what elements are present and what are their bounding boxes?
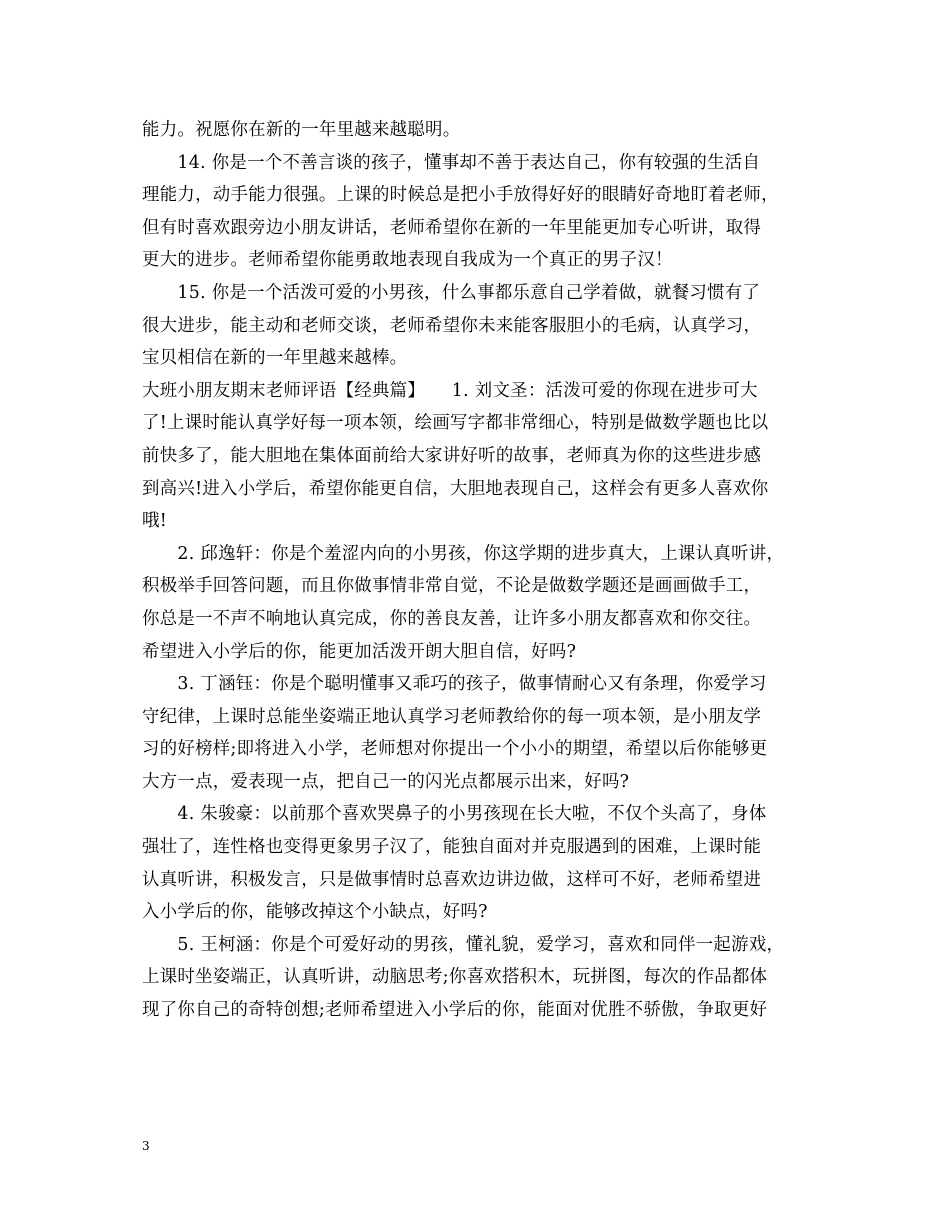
text-line: 上课时坐姿端正，认真听讲，动脑思考;你喜欢搭积木，玩拼图，每次的作品都体 (142, 967, 768, 988)
body-text (142, 114, 826, 1027)
text-line: 5. 王柯涵：你是个可爱好动的男孩，懂礼貌，爱学习，喜欢和同伴一起游戏， (142, 934, 785, 955)
text-line: 习的好榜样;即将进入小学，老师想对你提出一个小小的期望，希望以后你能够更 (142, 739, 768, 760)
text-line: 很大进步，能主动和老师交谈，老师希望你未来能客服胆小的毛病，认真学习， (142, 315, 762, 336)
text-line: 了!上课时能认真学好每一项本领，绘画写字都非常细心，特别是做数学题也比以 (142, 413, 769, 434)
text-line: 3. 丁涵钰：你是个聪明懂事又乖巧的孩子，做事情耐心又有条理，你爱学习 (142, 674, 767, 695)
text-line: 理能力，动手能力很强。上课的时候总是把小手放得好好的眼睛好奇地盯着老师， (142, 185, 779, 206)
text-line: 认真听讲，积极发言，只是做事情时总喜欢边讲边做，这样可不好，老师希望进 (142, 869, 762, 890)
text-line: 2. 邱逸轩：你是个羞涩内向的小男孩，你这学期的进步真大，上课认真听讲， (142, 543, 785, 564)
text-line: 4. 朱骏豪：以前那个喜欢哭鼻子的小男孩现在长大啦，不仅个头高了，身体 (142, 804, 767, 825)
text-line: 强壮了，连性格也变得更象男子汉了，能独自面对并克服遇到的困难，上课时能 (142, 837, 762, 858)
text-line: 希望进入小学后的你，能更加活泼开朗大胆自信，好吗? (142, 641, 577, 662)
text-line: 守纪律，上课时总能坐姿端正地认真学习老师教给你的每一项本领，是小朋友学 (142, 706, 762, 727)
text-line: 更大的进步。老师希望你能勇敢地表现自我成为一个真正的男子汉！ (142, 250, 673, 271)
text-line: 能力。祝愿你在新的一年里越来越聪明。 (142, 120, 461, 140)
text-line: 但有时喜欢跟旁边小朋友讲话，老师希望你在新的一年里能更加专心听讲，取得 (142, 217, 762, 238)
text-line: 15. 你是一个活泼可爱的小男孩，什么事都乐意自己学着做，就餐习惯有了 (142, 282, 761, 303)
text-line: 大方一点，爱表现一点，把自己一的闪光点都展示出来，好吗? (142, 771, 630, 792)
text-line: 积极举手回答问题，而且你做事情非常自觉，不论是做数学题还是画画做手工， (142, 576, 762, 597)
text-line: 14. 你是一个不善言谈的孩子，懂事却不善于表达自己，你有较强的生活自 (142, 152, 761, 173)
text-line: 宝贝相信在新的一年里越来越棒。 (142, 348, 408, 369)
text-line: 现了你自己的奇特创想;老师希望进入小学后的你，能面对优胜不骄傲，争取更好 (142, 1000, 768, 1021)
text-line: 哦! (142, 511, 167, 532)
text-line: 到高兴!进入小学后，希望你能更自信，大胆地表现自己，这样会有更多人喜欢你 (142, 478, 769, 499)
page-number: 3 (142, 1139, 150, 1153)
text-line: 你总是一不声不响地认真完成，你的善良友善，让许多小朋友都喜欢和你交往。 (142, 608, 762, 629)
section-heading-line: 大班小朋友期末老师评语【经典篇】 1. 刘文圣：活泼可爱的你现在进步可大 (142, 380, 758, 401)
text-line: 前快多了，能大胆地在集体面前给大家讲好听的故事，老师真为你的这些进步感 (142, 445, 762, 466)
text-line: 入小学后的你，能够改掉这个小缺点，好吗? (142, 902, 488, 923)
